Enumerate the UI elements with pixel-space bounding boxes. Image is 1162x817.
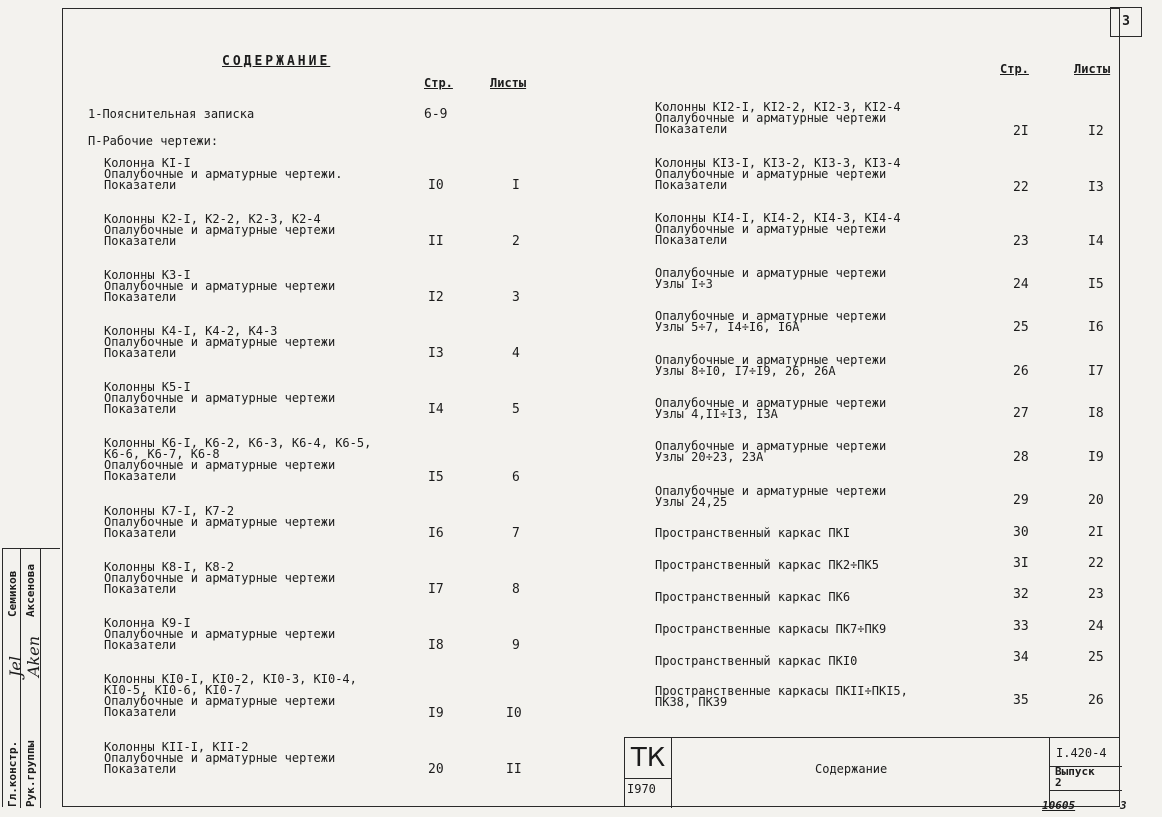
right-sheets-header: Листы xyxy=(1074,62,1111,76)
entry-sheet-number: 6 xyxy=(512,470,520,485)
entry-sheet-number: I0 xyxy=(506,706,522,721)
entry-line: Колонны К7-I, К7-2 xyxy=(104,504,235,518)
entry-line: Опалубочные и арматурные чертежи xyxy=(104,627,336,641)
entry-line: Узлы 8÷I0, I7÷I9, 26, 26А xyxy=(655,364,836,378)
stamp-issue xyxy=(1055,766,1095,788)
entry-sheet-number: I8 xyxy=(1088,406,1104,421)
contents-entry xyxy=(104,214,335,247)
entry-sheet-number: 5 xyxy=(512,402,520,417)
contents-entry xyxy=(655,158,901,191)
entry-line: Опалубочные и арматурные чертежи xyxy=(104,751,336,765)
entry-line: Показатели xyxy=(655,233,728,247)
entry-line: Колонны К4-I, К4-2, К4-3 xyxy=(104,324,278,338)
left-page-header: Стр. xyxy=(424,76,453,90)
entry-line: Пространственный каркас ПКI0 xyxy=(655,654,858,668)
stamp-sheet-name: Содержание xyxy=(815,762,888,776)
entry-line: Показатели xyxy=(104,762,177,776)
entry-sheet-number: 2 xyxy=(512,234,520,249)
entry-line: Опалубочные и арматурные чертежи xyxy=(104,223,336,237)
contents-entry xyxy=(88,136,218,147)
contents-entry xyxy=(104,382,335,415)
entry-line: Пространственные каркасы ПК7÷ПК9 xyxy=(655,622,887,636)
entry-sheet-number: I9 xyxy=(1088,450,1104,465)
entry-page-number: I2 xyxy=(428,290,444,305)
entry-line: Колонны КI0-I, КI0-2, КI0-3, КI0-4, xyxy=(104,672,357,686)
entry-line: Опалубочные и арматурные чертежи xyxy=(104,391,336,405)
contents-entry xyxy=(655,624,886,635)
entry-line: Показатели xyxy=(104,638,177,652)
entry-page-number: 27 xyxy=(1013,406,1029,421)
entry-line: Колонны КI2-I, КI2-2, КI2-3, КI2-4 xyxy=(655,100,901,114)
entry-sheet-number: I6 xyxy=(1088,320,1104,335)
entry-line: Показатели xyxy=(104,469,177,483)
entry-page-number: 2I xyxy=(1013,124,1029,139)
entry-page-number: I7 xyxy=(428,582,444,597)
document-title: СОДЕРЖАНИЕ xyxy=(222,54,331,69)
entry-line: Показатели xyxy=(104,290,177,304)
contents-entry xyxy=(655,560,879,571)
entry-line: Показатели xyxy=(655,178,728,192)
left-sheets-header: Листы xyxy=(490,76,527,90)
entry-line: Показатели xyxy=(104,526,177,540)
entry-sheet-number: 4 xyxy=(512,346,520,361)
entry-line: Показатели xyxy=(104,346,177,360)
role-chief-designer: Гл.констр. xyxy=(6,740,19,807)
entry-page-number: 35 xyxy=(1013,693,1029,708)
entry-page-number: 29 xyxy=(1013,493,1029,508)
entry-line: Показатели xyxy=(104,234,177,248)
entry-line: Колонны КII-I, КII-2 xyxy=(104,740,249,754)
entry-line: Пространственный каркас ПК6 xyxy=(655,590,851,604)
name-2: Аксенова xyxy=(24,564,37,617)
entry-sheet-number: 9 xyxy=(512,638,520,653)
contents-entry xyxy=(655,486,886,508)
entry-page-number: 20 xyxy=(428,762,444,777)
entry-page-number: 32 xyxy=(1013,587,1029,602)
entry-line: Колонны К8-I, К8-2 xyxy=(104,560,235,574)
side-signature-block xyxy=(2,548,60,807)
contents-entry xyxy=(655,441,886,463)
page-number: 3 xyxy=(1110,7,1142,37)
contents-entry xyxy=(88,109,254,120)
entry-sheet-number: I7 xyxy=(1088,364,1104,379)
entry-sheet-number: I3 xyxy=(1088,180,1104,195)
contents-entry xyxy=(104,270,335,303)
entry-line: Показатели xyxy=(655,122,728,136)
entry-line: Узлы I÷3 xyxy=(655,277,713,291)
entry-page-number: 22 xyxy=(1013,180,1029,195)
stamp-reference: 10605 xyxy=(1042,799,1076,812)
entry-page-number: I5 xyxy=(428,470,444,485)
stamp-issue-value: 2 xyxy=(1055,776,1062,789)
contents-entry xyxy=(655,355,886,377)
entry-page-number: I8 xyxy=(428,638,444,653)
contents-entry xyxy=(104,158,342,191)
entry-line: Колонна К9-I xyxy=(104,616,191,630)
entry-line: Опалубочные и арматурные чертежи xyxy=(655,484,887,498)
entry-page-number: 26 xyxy=(1013,364,1029,379)
contents-entry xyxy=(104,438,371,482)
entry-line: Колонны К5-I xyxy=(104,380,191,394)
right-page-header: Стр. xyxy=(1000,62,1029,76)
entry-sheet-number: 20 xyxy=(1088,493,1104,508)
contents-entry xyxy=(104,506,335,539)
stamp-issue-label: Выпуск xyxy=(1055,765,1095,778)
entry-page-number: I4 xyxy=(428,402,444,417)
entry-line: Колонны КI4-I, КI4-2, КI4-3, КI4-4 xyxy=(655,211,901,225)
contents-entry xyxy=(655,398,886,420)
entry-sheet-number: 24 xyxy=(1088,619,1104,634)
entry-line: Опалубочные и арматурные чертежи xyxy=(104,335,336,349)
entry-line: Опалубочные и арматурные чертежи xyxy=(655,353,887,367)
role-group-lead: Рук.группы xyxy=(24,740,37,807)
entry-page-number: 6-9 xyxy=(424,107,448,122)
entry-page-number: 3I xyxy=(1013,556,1029,571)
contents-entry xyxy=(104,618,335,651)
contents-entry xyxy=(655,656,857,667)
entry-sheet-number: 8 xyxy=(512,582,520,597)
entry-page-number: I0 xyxy=(428,178,444,193)
entry-sheet-number: 26 xyxy=(1088,693,1104,708)
entry-line: Опалубочные и арматурные чертежи xyxy=(655,167,887,181)
entry-sheet-number: I xyxy=(512,178,520,193)
signature-2: Aken xyxy=(24,635,43,677)
entry-page-number: 24 xyxy=(1013,277,1029,292)
entry-line: Опалубочные и арматурные чертежи xyxy=(655,396,887,410)
entry-line: Опалубочные и арматурные чертежи xyxy=(104,515,336,529)
entry-line: К6-6, К6-7, К6-8 xyxy=(104,447,220,461)
entry-sheet-number: II xyxy=(506,762,522,777)
entry-line: Опалубочные и арматурные чертежи xyxy=(655,266,887,280)
entry-page-number: 28 xyxy=(1013,450,1029,465)
entry-line: Показатели xyxy=(104,705,177,719)
contents-entry xyxy=(655,213,901,246)
entry-line: Узлы 20÷23, 23А xyxy=(655,450,764,464)
entry-sheet-number: 23 xyxy=(1088,587,1104,602)
entry-sheet-number: 2I xyxy=(1088,525,1104,540)
entry-line: Опалубочные и арматурные чертежи xyxy=(655,309,887,323)
contents-entry xyxy=(655,102,901,135)
contents-entry xyxy=(655,268,886,290)
contents-entry xyxy=(655,528,850,539)
entry-sheet-number: 3 xyxy=(512,290,520,305)
entry-line: Колонны К3-I xyxy=(104,268,191,282)
entry-line: Узлы 5÷7, I4÷I6, I6А xyxy=(655,320,800,334)
stamp-divider xyxy=(671,778,672,808)
contents-entry xyxy=(104,326,335,359)
entry-line: П-Рабочие чертежи: xyxy=(88,134,219,148)
entry-sheet-number: I4 xyxy=(1088,234,1104,249)
entry-page-number: 25 xyxy=(1013,320,1029,335)
entry-line: Опалубочные и арматурные чертежи. xyxy=(104,167,343,181)
entry-page-number: I6 xyxy=(428,526,444,541)
stamp-code-box xyxy=(1049,738,1121,808)
contents-entry xyxy=(655,592,850,603)
entry-page-number: 33 xyxy=(1013,619,1029,634)
entry-sheet-number: I5 xyxy=(1088,277,1104,292)
entry-sheet-number: I2 xyxy=(1088,124,1104,139)
entry-line: ПК38, ПК39 xyxy=(655,695,728,709)
stamp-code: I.420-4 xyxy=(1056,746,1107,760)
entry-line: КI0-5, КI0-6, КI0-7 xyxy=(104,683,242,697)
entry-line: Опалубочные и арматурные чертежи xyxy=(104,279,336,293)
signature-1: Jel xyxy=(6,656,25,677)
title-block xyxy=(624,737,1120,807)
entry-page-number: I9 xyxy=(428,706,444,721)
entry-line: Опалубочные и арматурные чертежи xyxy=(655,222,887,236)
entry-line: Колонна КI-I xyxy=(104,156,191,170)
entry-line: Опалубочные и арматурные чертежи xyxy=(104,694,336,708)
entry-line: Узлы 24,25 xyxy=(655,495,728,509)
contents-entry xyxy=(104,562,335,595)
entry-line: Колонны К2-I, К2-2, К2-3, К2-4 xyxy=(104,212,321,226)
contents-entry xyxy=(104,742,335,775)
entry-line: Пространственный каркас ПКI xyxy=(655,526,851,540)
entry-line: Опалубочные и арматурные чертежи xyxy=(655,111,887,125)
entry-line: Показатели xyxy=(104,178,177,192)
entry-sheet-number: 7 xyxy=(512,526,520,541)
entry-line: 1-Пояснительная записка xyxy=(88,107,255,121)
entry-line: Узлы 4,II÷I3, I3А xyxy=(655,407,778,421)
entry-line: Колонны К6-I, К6-2, К6-3, К6-4, К6-5, xyxy=(104,436,372,450)
entry-sheet-number: 25 xyxy=(1088,650,1104,665)
stamp-reference-sheet: 3 xyxy=(1120,799,1127,812)
entry-line: Опалубочные и арматурные чертежи xyxy=(104,458,336,472)
name-1: Семиков xyxy=(6,570,19,617)
entry-page-number: 34 xyxy=(1013,650,1029,665)
entry-line: Пространственный каркас ПК2÷ПК5 xyxy=(655,558,879,572)
stamp-tk: ТК xyxy=(625,738,672,779)
stamp-divider xyxy=(1050,790,1122,791)
entry-line: Пространственные каркасы ПКII÷ПКI5, xyxy=(655,684,908,698)
entry-page-number: II xyxy=(428,234,444,249)
contents-entry xyxy=(104,674,357,718)
entry-line: Опалубочные и арматурные чертежи xyxy=(104,571,336,585)
contents-entry xyxy=(655,686,908,708)
contents-entry xyxy=(655,311,886,333)
entry-page-number: 23 xyxy=(1013,234,1029,249)
entry-page-number: I3 xyxy=(428,346,444,361)
entry-page-number: 30 xyxy=(1013,525,1029,540)
stamp-year: I970 xyxy=(627,782,656,796)
entry-line: Показатели xyxy=(104,402,177,416)
entry-sheet-number: 22 xyxy=(1088,556,1104,571)
entry-line: Показатели xyxy=(104,582,177,596)
entry-line: Опалубочные и арматурные чертежи xyxy=(655,439,887,453)
entry-line: Колонны КI3-I, КI3-2, КI3-3, КI3-4 xyxy=(655,156,901,170)
